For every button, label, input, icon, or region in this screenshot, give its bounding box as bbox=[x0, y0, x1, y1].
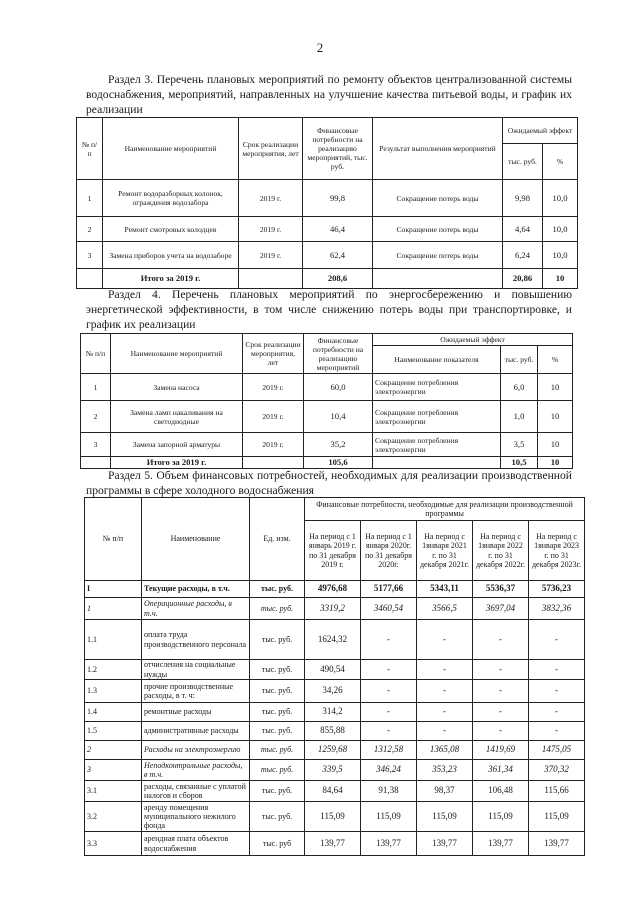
table-row bbox=[81, 374, 573, 401]
row-unit: тыс. руб. bbox=[250, 620, 305, 660]
row-value: 84,64 bbox=[305, 781, 361, 802]
row-num: 1 bbox=[81, 374, 111, 401]
row-result: Сокращение потерь воды bbox=[373, 242, 503, 269]
row-value: 91,38 bbox=[361, 781, 417, 802]
row-effect-value: 4,64 bbox=[503, 217, 543, 242]
header-name: Наименование bbox=[142, 498, 250, 581]
table-row bbox=[85, 620, 585, 660]
row-unit: тыс. руб bbox=[250, 832, 305, 856]
row-effect-value: 1,0 bbox=[501, 401, 538, 433]
row-value: - bbox=[361, 620, 417, 660]
section-3-heading: Раздел 3. Перечень плановых мероприятий по ремонту объектов централизованной системы водоснабжения, мероприятий, направленных на улучшение качества питьевой воды, и график их реализации bbox=[86, 73, 572, 116]
row-value: 3319,2 bbox=[305, 598, 361, 620]
row-num: 3 bbox=[81, 433, 111, 457]
row-value: - bbox=[473, 660, 529, 680]
row-value: - bbox=[529, 722, 585, 741]
header-name: Наименование мероприятий bbox=[103, 118, 239, 180]
header-num: № п/п bbox=[85, 498, 142, 581]
row-value: 361,34 bbox=[473, 760, 529, 781]
total-label: Итого за 2019 г. bbox=[103, 269, 239, 289]
row-value: 5536,37 bbox=[473, 581, 529, 598]
row-value: 3832,36 bbox=[529, 598, 585, 620]
row-value: - bbox=[529, 703, 585, 722]
row-num: 3.1 bbox=[85, 781, 142, 802]
row-value: - bbox=[417, 660, 473, 680]
row-name: оплата труда производственного персонала bbox=[142, 620, 250, 660]
table-row bbox=[85, 680, 585, 703]
header-name: Наименование мероприятий bbox=[111, 334, 243, 374]
row-num: 1.4 bbox=[85, 703, 142, 722]
total-effect-pct: 10 bbox=[543, 269, 578, 289]
row-value: 353,23 bbox=[417, 760, 473, 781]
row-value: 370,32 bbox=[529, 760, 585, 781]
row-term: 2019 г. bbox=[243, 433, 304, 457]
row-finance: 46,4 bbox=[303, 217, 373, 242]
row-unit: тыс. руб. bbox=[250, 781, 305, 802]
total-finance: 105,6 bbox=[304, 457, 373, 469]
header-unit: тыс. руб. bbox=[503, 144, 543, 180]
row-value: - bbox=[529, 620, 585, 660]
row-value: 3566,5 bbox=[417, 598, 473, 620]
row-finance: 62,4 bbox=[303, 242, 373, 269]
row-finance: 99,8 bbox=[303, 180, 373, 217]
table-row bbox=[85, 581, 585, 598]
table-row bbox=[85, 598, 585, 620]
row-term: 2019 г. bbox=[239, 180, 303, 217]
row-unit: тыс. руб. bbox=[250, 581, 305, 598]
table-row bbox=[85, 703, 585, 722]
header-unit: Ед. изм. bbox=[250, 498, 305, 581]
row-result: Сокращение потерь воды bbox=[373, 180, 503, 217]
row-value: 1312,58 bbox=[361, 741, 417, 760]
row-value: - bbox=[417, 703, 473, 722]
table-row bbox=[81, 433, 573, 457]
row-num: 3.2 bbox=[85, 802, 142, 832]
table-row bbox=[85, 802, 585, 832]
table-row bbox=[85, 722, 585, 741]
row-name: арендная плата объектов водоснабжения bbox=[142, 832, 250, 856]
row-name: Текущие расходы, в т.ч. bbox=[142, 581, 250, 598]
table-section-3 bbox=[76, 117, 578, 289]
row-unit: тыс. руб. bbox=[250, 722, 305, 741]
row-finance: 35,2 bbox=[304, 433, 373, 457]
row-num: 3 bbox=[77, 242, 103, 269]
table-section-5 bbox=[84, 497, 585, 856]
row-effect-pct: 10 bbox=[538, 401, 573, 433]
row-value: - bbox=[529, 660, 585, 680]
row-value: 1475,05 bbox=[529, 741, 585, 760]
row-value: 115,66 bbox=[529, 781, 585, 802]
row-value: 1365,08 bbox=[417, 741, 473, 760]
row-value: - bbox=[361, 680, 417, 703]
header-term: Срок реализации мероприятия, лет bbox=[239, 118, 303, 180]
row-num: I bbox=[85, 581, 142, 598]
row-effect-value: 9,98 bbox=[503, 180, 543, 217]
row-value: 1624,32 bbox=[305, 620, 361, 660]
table-section-4 bbox=[80, 333, 573, 469]
table-row bbox=[85, 832, 585, 856]
row-effect-pct: 10,0 bbox=[543, 242, 578, 269]
row-value: 139,77 bbox=[417, 832, 473, 856]
total-finance: 208,6 bbox=[303, 269, 373, 289]
header-indicator: Наименование показателя bbox=[373, 346, 501, 374]
row-num: 1.5 bbox=[85, 722, 142, 741]
header-finance: Финансовые потребности на реализацию мероприятий, тыс. руб. bbox=[303, 118, 373, 180]
header-result: Результат выполнения мероприятий bbox=[373, 118, 503, 180]
total-row bbox=[81, 457, 573, 469]
row-value: - bbox=[417, 722, 473, 741]
row-name: Ремонт водоразборных колонок, ограждения водозабора bbox=[103, 180, 239, 217]
header-period: На период с 1января 2021 г. по 31 декабря 2021г. bbox=[417, 521, 473, 581]
row-indicator: Сокращение потребления электроэнергии bbox=[373, 374, 501, 401]
header-effect: Ожидаемый эффект bbox=[373, 334, 573, 346]
row-effect-pct: 10 bbox=[538, 433, 573, 457]
row-num: 1.1 bbox=[85, 620, 142, 660]
row-name: аренду помещения муниципального нежилого фонда bbox=[142, 802, 250, 832]
row-unit: тыс. руб. bbox=[250, 741, 305, 760]
row-value: 34,26 bbox=[305, 680, 361, 703]
header-term: Срок реализации мероприятия, лет bbox=[243, 334, 304, 374]
header-period: На период с 1января 2023 г. по 31 декабря 2023г. bbox=[529, 521, 585, 581]
total-effect-value: 20,86 bbox=[503, 269, 543, 289]
row-value: 139,77 bbox=[473, 832, 529, 856]
header-period: На период с 1 января 2020г. по 31 декабря 2020г. bbox=[361, 521, 417, 581]
table-row bbox=[85, 781, 585, 802]
row-num: 3 bbox=[85, 760, 142, 781]
total-row bbox=[77, 269, 578, 289]
row-value: 106,48 bbox=[473, 781, 529, 802]
row-value: 115,09 bbox=[473, 802, 529, 832]
table-row bbox=[85, 660, 585, 680]
row-value: - bbox=[417, 680, 473, 703]
row-effect-pct: 10,0 bbox=[543, 217, 578, 242]
row-name: Замена ламп накаливания на светодиодные bbox=[111, 401, 243, 433]
row-indicator: Сокращение потребления электроэнергии bbox=[373, 401, 501, 433]
row-value: 5343,11 bbox=[417, 581, 473, 598]
row-name: Ремонт смотровых колодцев bbox=[103, 217, 239, 242]
row-num: 2 bbox=[77, 217, 103, 242]
row-value: 339,5 bbox=[305, 760, 361, 781]
header-num: № п/ п bbox=[77, 118, 103, 180]
row-value: 139,77 bbox=[529, 832, 585, 856]
row-num: 2 bbox=[85, 741, 142, 760]
row-name: отчисления на социальные нужды bbox=[142, 660, 250, 680]
section-5-heading: Раздел 5. Объем финансовых потребностей, необходимых для реализации производственной программы в сфере холодного водоснабжения bbox=[86, 469, 572, 497]
header-unit: тыс. руб. bbox=[501, 346, 538, 374]
row-name: Неподконтрольные расходы, в т.ч. bbox=[142, 760, 250, 781]
row-name: прочие производственные расходы, в т. ч: bbox=[142, 680, 250, 703]
header-finance: Финансовые потребности, необходимые для реализации производственной программы bbox=[305, 498, 585, 521]
page-number: 2 bbox=[316, 40, 324, 55]
row-term: 2019 г. bbox=[243, 374, 304, 401]
row-value: - bbox=[361, 660, 417, 680]
row-value: 139,77 bbox=[305, 832, 361, 856]
row-unit: тыс. руб. bbox=[250, 802, 305, 832]
row-value: 5736,23 bbox=[529, 581, 585, 598]
table-row bbox=[77, 217, 578, 242]
row-value: - bbox=[473, 703, 529, 722]
row-effect-value: 3,5 bbox=[501, 433, 538, 457]
row-num: 1.2 bbox=[85, 660, 142, 680]
row-value: - bbox=[361, 703, 417, 722]
total-effect-pct: 10 bbox=[538, 457, 573, 469]
row-value: 3460,54 bbox=[361, 598, 417, 620]
row-value: 855,88 bbox=[305, 722, 361, 741]
row-value: 1259,68 bbox=[305, 741, 361, 760]
table-row bbox=[77, 180, 578, 217]
row-value: 115,09 bbox=[361, 802, 417, 832]
header-effect: Ожидаемый эффект bbox=[503, 118, 578, 144]
table-row bbox=[85, 760, 585, 781]
row-value: - bbox=[529, 680, 585, 703]
header-period: На период с 1 январь 2019 г. по 31 декабря 2019 г. bbox=[305, 521, 361, 581]
row-name: Операционные расходы, в т.ч. bbox=[142, 598, 250, 620]
row-effect-pct: 10,0 bbox=[543, 180, 578, 217]
row-value: 115,09 bbox=[529, 802, 585, 832]
row-value: - bbox=[361, 722, 417, 741]
row-finance: 60,0 bbox=[304, 374, 373, 401]
row-value: 490,54 bbox=[305, 660, 361, 680]
row-value: - bbox=[473, 620, 529, 660]
row-term: 2019 г. bbox=[239, 242, 303, 269]
row-term: 2019 г. bbox=[243, 401, 304, 433]
row-name: Замена насоса bbox=[111, 374, 243, 401]
header-pct: % bbox=[538, 346, 573, 374]
row-result: Сокращение потерь воды bbox=[373, 217, 503, 242]
table-row bbox=[77, 242, 578, 269]
row-unit: тыс. руб. bbox=[250, 703, 305, 722]
row-name: административные расходы bbox=[142, 722, 250, 741]
row-num: 1 bbox=[85, 598, 142, 620]
header-finance: Финансовые потребности на реализацию мероприятий bbox=[304, 334, 373, 374]
row-effect-pct: 10 bbox=[538, 374, 573, 401]
row-value: - bbox=[473, 680, 529, 703]
row-unit: тыс. руб. bbox=[250, 680, 305, 703]
row-value: 115,09 bbox=[417, 802, 473, 832]
row-unit: тыс. руб. bbox=[250, 660, 305, 680]
row-value: 314,2 bbox=[305, 703, 361, 722]
row-value: 98,37 bbox=[417, 781, 473, 802]
row-num: 1.3 bbox=[85, 680, 142, 703]
row-value: - bbox=[417, 620, 473, 660]
row-finance: 10,4 bbox=[304, 401, 373, 433]
row-value: - bbox=[473, 722, 529, 741]
header-num: № п/п bbox=[81, 334, 111, 374]
row-value: 139,77 bbox=[361, 832, 417, 856]
row-indicator: Сокращение потребления электроэнергии bbox=[373, 433, 501, 457]
row-unit: тыс. руб. bbox=[250, 760, 305, 781]
row-effect-value: 6,0 bbox=[501, 374, 538, 401]
header-pct: % bbox=[543, 144, 578, 180]
table-row bbox=[85, 741, 585, 760]
row-term: 2019 г. bbox=[239, 217, 303, 242]
header-period: На период с 1января 2022 г. по 31 декабря 2022г. bbox=[473, 521, 529, 581]
row-num: 3.3 bbox=[85, 832, 142, 856]
section-4-heading: Раздел 4. Перечень плановых мероприятий по энергосбережению и повышению энергетической эффективности, в том числе снижению потерь воды при транспортировке, и график их реализации bbox=[86, 288, 572, 331]
row-name: расходы, связанные с уплатой налогов и сборов bbox=[142, 781, 250, 802]
row-num: 1 bbox=[77, 180, 103, 217]
row-value: 5177,66 bbox=[361, 581, 417, 598]
total-effect-value: 10,5 bbox=[501, 457, 538, 469]
row-name: ремонтные расходы bbox=[142, 703, 250, 722]
row-effect-value: 6,24 bbox=[503, 242, 543, 269]
table-row bbox=[81, 401, 573, 433]
row-value: 4976,68 bbox=[305, 581, 361, 598]
row-value: 3697,04 bbox=[473, 598, 529, 620]
row-value: 115,09 bbox=[305, 802, 361, 832]
row-name: Расходы на электроэнергию bbox=[142, 741, 250, 760]
row-unit: тыс. руб. bbox=[250, 598, 305, 620]
row-name: Замена запорной арматуры bbox=[111, 433, 243, 457]
row-num: 2 bbox=[81, 401, 111, 433]
total-label: Итого за 2019 г. bbox=[111, 457, 243, 469]
row-name: Замена приборов учета на водозаборе bbox=[103, 242, 239, 269]
row-value: 1419,69 bbox=[473, 741, 529, 760]
row-value: 346,24 bbox=[361, 760, 417, 781]
